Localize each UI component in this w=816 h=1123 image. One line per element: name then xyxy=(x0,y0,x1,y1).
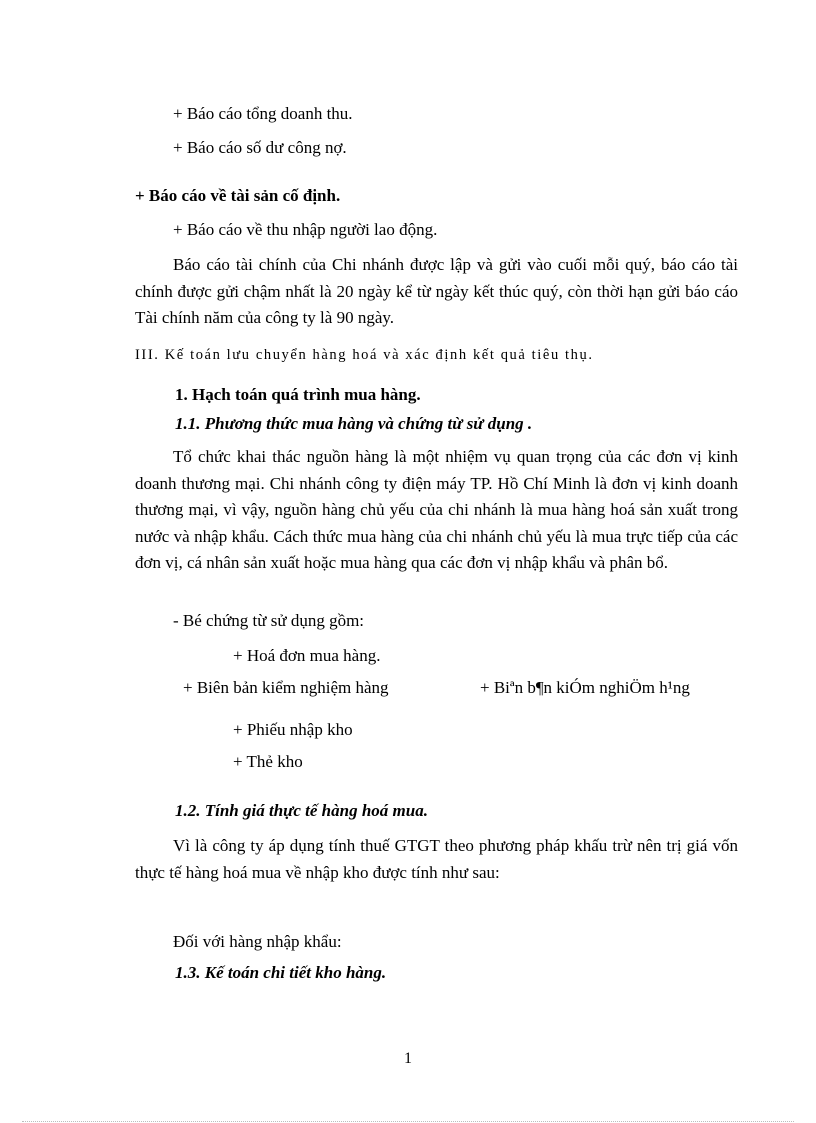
page-number: 1 xyxy=(404,1050,412,1067)
paragraph-pricing-text: Vì là công ty áp dụng tính thuế GTGT theo phương pháp khấu trừ nên trị giá vốn thực tế hàng hoá mua về nhập kho được tính như sau: xyxy=(135,836,738,882)
report-item-revenue: + Báo cáo tổng doanh thu. xyxy=(173,104,353,123)
document-inspection: + Biên bản kiểm nghiệm hàng xyxy=(183,678,389,697)
paragraph-report-schedule xyxy=(135,252,738,332)
documents-intro: - Bé chứng từ sử dụng gồm: xyxy=(173,611,365,630)
report-item-income: + Báo cáo về thu nhập người lao động. xyxy=(173,220,438,239)
imported-goods-label: Đối với hàng nhập khẩu: xyxy=(173,932,342,951)
heading-fixed-assets: + Báo cáo về tài sản cố định. xyxy=(135,186,341,205)
page-bottom-divider xyxy=(22,1121,794,1122)
document-stock-card: + Thẻ kho xyxy=(233,752,303,771)
paragraph-purchasing-text: Tổ chức khai thác nguồn hàng là một nhiệm vụ quan trọng của các đơn vị kinh doanh thương mại. Chi nhánh công ty điện máy TP. Hồ Chí Minh là đơn vị kinh doanh thương mại, vì vậy, nguồn hàng chủ yếu của chi nhánh là mua hàng hoá sản xuất trong nước và nhập khẩu. Cách thức mua hàng của chi nhánh chủ yếu là mua trực tiếp của các đơn vị, cá nhân sản xuất hoặc mua hàng qua các đơn vị nhập khẩu và phân bổ. xyxy=(135,447,738,572)
document-receipt: + Phiếu nhập kho xyxy=(233,720,353,739)
document-inspection-garbled: + Biªn b¶n kiÓm nghiÖm h¹ng xyxy=(480,678,690,697)
report-item-debt: + Báo cáo số dư công nợ. xyxy=(173,138,347,157)
paragraph-report-schedule-text: Báo cáo tài chính của Chi nhánh được lập và gửi vào cuối mỗi quý, báo cáo tài chính được gửi chậm nhất là 20 ngày kể từ ngày kết thúc quý, còn thời hạn gửi báo cáo Tài chính năm của công ty là 90 ngày. xyxy=(135,255,738,327)
heading-1-3: 1.3. Kế toán chi tiết kho hàng. xyxy=(175,963,387,982)
heading-1: 1. Hạch toán quá trình mua hàng. xyxy=(175,385,421,404)
document-invoice: + Hoá đơn mua hàng. xyxy=(233,646,381,665)
paragraph-purchasing xyxy=(135,444,738,577)
heading-1-1: 1.1. Phương thức mua hàng và chứng từ sử dụng . xyxy=(175,414,533,433)
heading-1-2: 1.2. Tính giá thực tế hàng hoá mua. xyxy=(175,801,428,820)
section-title: III. Kế toán lưu chuyển hàng hoá và xác định kết quả tiêu thụ. xyxy=(135,347,594,363)
paragraph-pricing xyxy=(135,833,738,886)
